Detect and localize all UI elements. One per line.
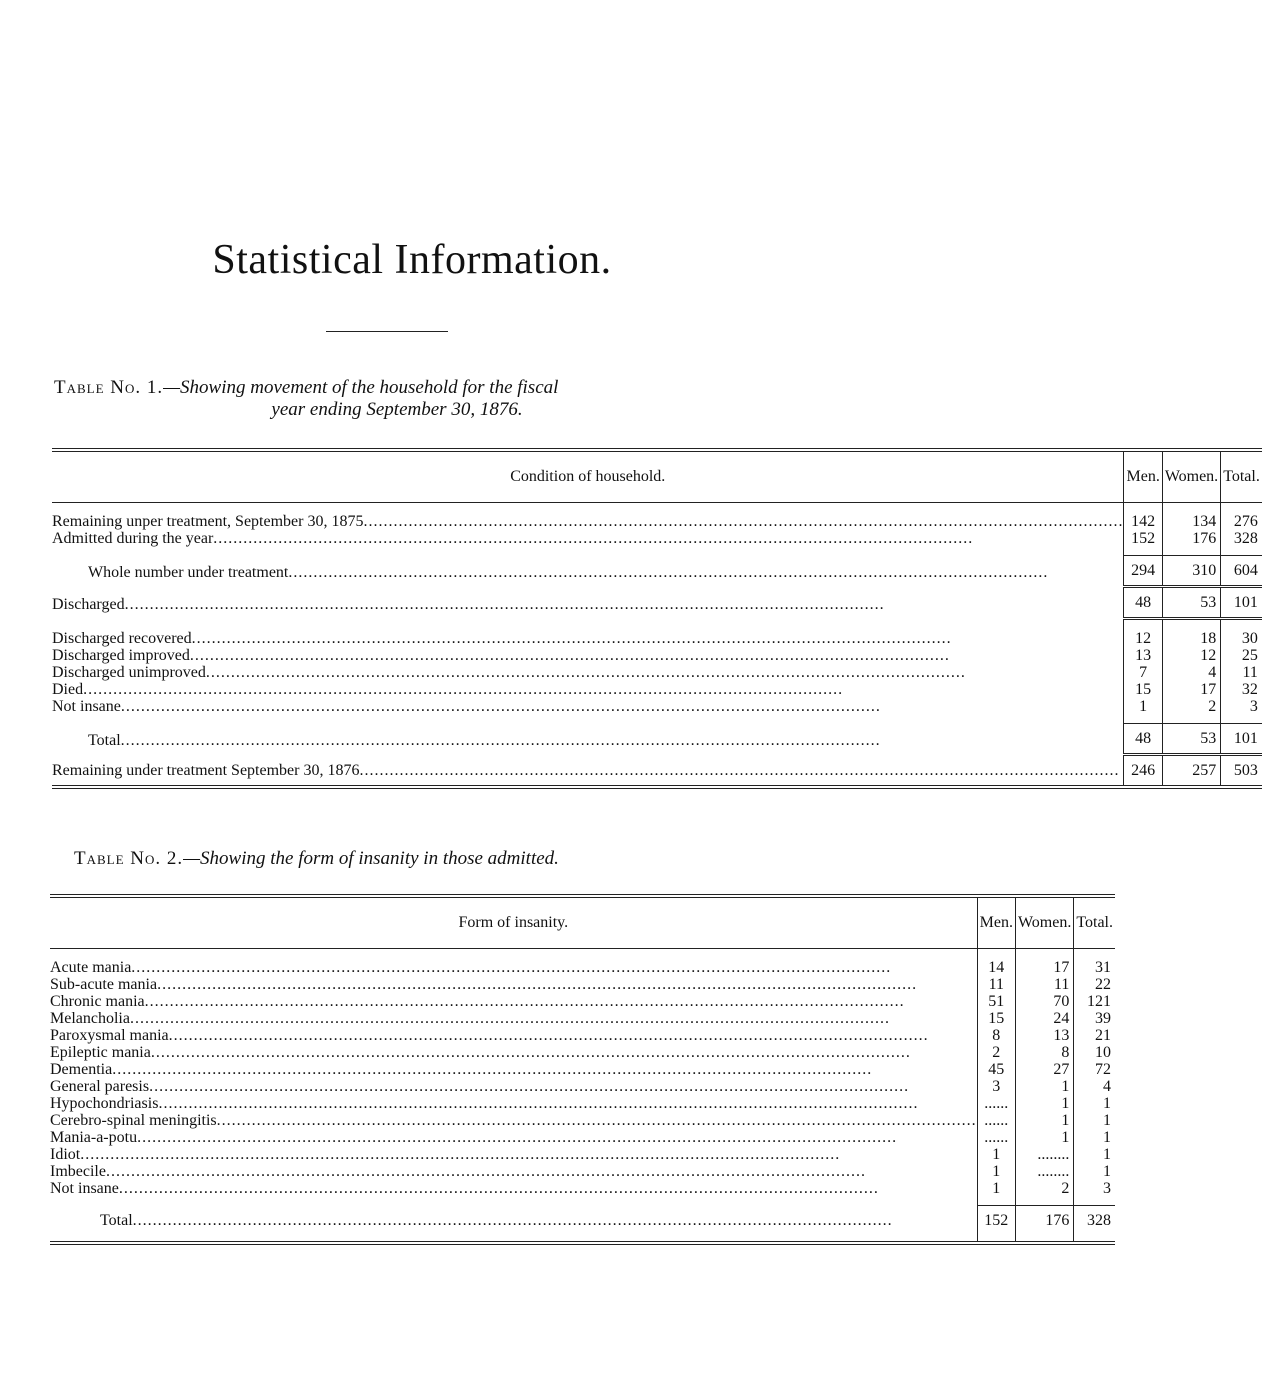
row-label: Discharged improved ..... xyxy=(52,647,1123,664)
table2-header-row xyxy=(50,896,1115,949)
women-cell: 24 xyxy=(1015,1010,1073,1027)
table-row xyxy=(52,755,1262,788)
row-label: Not insane ..... xyxy=(50,1180,977,1197)
total-cell: 3 xyxy=(1074,1180,1115,1197)
table-row xyxy=(52,587,1262,619)
table-row xyxy=(50,1044,1115,1061)
men-cell: 13 xyxy=(1124,647,1162,664)
men-cell: 11 xyxy=(977,976,1015,993)
table2-header-total: Total. xyxy=(1074,896,1115,949)
row-label: Discharged unimproved ..... xyxy=(52,664,1123,681)
table1-header-condition: Condition of household. xyxy=(52,450,1124,503)
table1-caption-text2: year ending September 30, 1876. xyxy=(271,399,523,420)
men-cell: 1 xyxy=(977,1146,1015,1163)
women-cell: 2 xyxy=(1015,1180,1073,1197)
women-cell: 53 xyxy=(1162,587,1220,619)
women-cell: 310 xyxy=(1162,556,1220,587)
women-cell: 176 xyxy=(1015,1206,1073,1244)
women-cell: ........ xyxy=(1015,1163,1073,1180)
row-label: Sub-acute mania ..... xyxy=(50,976,977,993)
table2-header-form: Form of insanity. xyxy=(50,896,977,949)
table-row xyxy=(50,1146,1115,1163)
total-cell: 1 xyxy=(1074,1146,1115,1163)
men-cell: 7 xyxy=(1124,664,1162,681)
women-cell: ........ xyxy=(1015,1146,1073,1163)
row-label: Idiot ..... xyxy=(50,1146,977,1163)
table-row xyxy=(52,530,1262,547)
women-cell: 2 xyxy=(1162,698,1220,715)
table-row xyxy=(50,1027,1115,1044)
row-label: General paresis ..... xyxy=(50,1078,977,1095)
row-label: Total ..... xyxy=(52,732,1123,749)
women-cell: 13 xyxy=(1015,1027,1073,1044)
table-row xyxy=(50,1078,1115,1095)
table-row xyxy=(50,976,1115,993)
total-cell: 1 xyxy=(1074,1163,1115,1180)
men-cell: 45 xyxy=(977,1061,1015,1078)
men-cell: 12 xyxy=(1124,619,1162,648)
table-row xyxy=(50,993,1115,1010)
women-cell: 134 xyxy=(1162,503,1220,531)
total-cell: 1 xyxy=(1074,1129,1115,1146)
row-label: Died ..... xyxy=(52,681,1123,698)
men-cell: 51 xyxy=(977,993,1015,1010)
men-cell: 15 xyxy=(1124,681,1162,698)
men-cell: 246 xyxy=(1124,755,1162,788)
women-cell: 11 xyxy=(1015,976,1073,993)
men-cell: 294 xyxy=(1124,556,1162,587)
table1-caption-line1 xyxy=(52,377,722,399)
household-table xyxy=(52,448,1262,789)
table-row xyxy=(50,1206,1115,1244)
row-label: Chronic mania ..... xyxy=(50,993,977,1010)
row-label: Mania-a-potu ..... xyxy=(50,1129,977,1146)
table-row xyxy=(52,698,1262,715)
women-cell: 53 xyxy=(1162,724,1220,755)
table2-label: Table No. 2. xyxy=(74,848,184,869)
men-cell: 48 xyxy=(1124,587,1162,619)
total-cell: 1 xyxy=(1074,1112,1115,1129)
table-row xyxy=(50,1061,1115,1078)
table2-caption-text: —Showing the form of insanity in those admitted. xyxy=(183,848,559,869)
total-cell: 101 xyxy=(1221,724,1262,755)
men-cell: 142 xyxy=(1124,503,1162,531)
table-row xyxy=(52,724,1262,755)
table2-caption xyxy=(74,848,714,870)
row-label: Discharged recovered ..... xyxy=(52,630,1123,647)
men-cell: 2 xyxy=(977,1044,1015,1061)
men-cell: 1 xyxy=(977,1180,1015,1197)
row-label: Hypochondriasis ..... xyxy=(50,1095,977,1112)
row-label: Remaining under treatment September 30, 1876 ..... xyxy=(52,762,1123,779)
total-cell: 1 xyxy=(1074,1095,1115,1112)
table-row xyxy=(50,949,1115,977)
men-cell: ...... xyxy=(977,1112,1015,1129)
table-row xyxy=(52,619,1262,648)
table-row xyxy=(52,556,1262,587)
total-cell: 328 xyxy=(1221,530,1262,547)
total-cell: 25 xyxy=(1221,647,1262,664)
total-cell: 32 xyxy=(1221,681,1262,698)
row-label: Remaining unper treatment, September 30, 1875 ..... xyxy=(52,513,1123,530)
table1-header-women: Women. xyxy=(1162,450,1220,503)
total-cell: 3 xyxy=(1221,698,1262,715)
total-cell: 503 xyxy=(1221,755,1262,788)
table-row xyxy=(50,1129,1115,1146)
total-cell: 22 xyxy=(1074,976,1115,993)
total-cell: 121 xyxy=(1074,993,1115,1010)
men-cell: 152 xyxy=(1124,530,1162,547)
row-label: Not insane ..... xyxy=(52,698,1123,715)
row-label: Imbecile ..... xyxy=(50,1163,977,1180)
men-cell: 1 xyxy=(977,1163,1015,1180)
men-cell: 152 xyxy=(977,1206,1015,1244)
table1-header-total: Total. xyxy=(1221,450,1262,503)
women-cell: 176 xyxy=(1162,530,1220,547)
row-label: Melancholia ..... xyxy=(50,1010,977,1027)
total-cell: 39 xyxy=(1074,1010,1115,1027)
men-cell: 14 xyxy=(977,949,1015,977)
row-label: Cerebro-spinal meningitis ..... xyxy=(50,1112,977,1129)
women-cell: 18 xyxy=(1162,619,1220,648)
women-cell: 27 xyxy=(1015,1061,1073,1078)
title-rule xyxy=(326,331,448,332)
women-cell: 257 xyxy=(1162,755,1220,788)
women-cell: 1 xyxy=(1015,1078,1073,1095)
table1-header-men: Men. xyxy=(1124,450,1162,503)
table1-caption-text1: —Showing movement of the household for the fiscal xyxy=(163,377,559,398)
row-label: Paroxysmal mania ..... xyxy=(50,1027,977,1044)
table1-header-row xyxy=(52,450,1262,503)
total-cell: 101 xyxy=(1221,587,1262,619)
total-cell: 11 xyxy=(1221,664,1262,681)
women-cell: 1 xyxy=(1015,1129,1073,1146)
table2-header-women: Women. xyxy=(1015,896,1073,949)
men-cell: ...... xyxy=(977,1095,1015,1112)
row-label: Dementia ..... xyxy=(50,1061,977,1078)
women-cell: 17 xyxy=(1015,949,1073,977)
women-cell: 1 xyxy=(1015,1112,1073,1129)
table-row xyxy=(50,1095,1115,1112)
table1-label: Table No. 1. xyxy=(54,377,164,398)
men-cell: 8 xyxy=(977,1027,1015,1044)
insanity-table xyxy=(50,894,1115,1245)
table-row xyxy=(52,681,1262,698)
row-label: Total ..... xyxy=(50,1212,977,1229)
men-cell: 15 xyxy=(977,1010,1015,1027)
row-label: Whole number under treatment ..... xyxy=(52,564,1123,581)
total-cell: 10 xyxy=(1074,1044,1115,1061)
total-cell: 604 xyxy=(1221,556,1262,587)
total-cell: 4 xyxy=(1074,1078,1115,1095)
table-row xyxy=(50,1112,1115,1129)
total-cell: 72 xyxy=(1074,1061,1115,1078)
table-row xyxy=(52,647,1262,664)
women-cell: 4 xyxy=(1162,664,1220,681)
row-label: Discharged ..... xyxy=(52,596,1123,613)
table-row xyxy=(50,1163,1115,1180)
total-cell: 31 xyxy=(1074,949,1115,977)
women-cell: 70 xyxy=(1015,993,1073,1010)
men-cell: ...... xyxy=(977,1129,1015,1146)
men-cell: 48 xyxy=(1124,724,1162,755)
table-row xyxy=(50,1180,1115,1197)
total-cell: 21 xyxy=(1074,1027,1115,1044)
total-cell: 276 xyxy=(1221,503,1262,531)
women-cell: 17 xyxy=(1162,681,1220,698)
women-cell: 8 xyxy=(1015,1044,1073,1061)
men-cell: 1 xyxy=(1124,698,1162,715)
page-title: Statistical Information. xyxy=(212,237,612,283)
total-cell: 30 xyxy=(1221,619,1262,648)
women-cell: 1 xyxy=(1015,1095,1073,1112)
men-cell: 3 xyxy=(977,1078,1015,1095)
table-row xyxy=(52,664,1262,681)
table1-caption xyxy=(52,377,722,421)
row-label: Acute mania ..... xyxy=(50,959,977,976)
row-label: Admitted during the year ..... xyxy=(52,530,1123,547)
women-cell: 12 xyxy=(1162,647,1220,664)
table2-header-men: Men. xyxy=(977,896,1015,949)
table-row xyxy=(52,503,1262,531)
table-row xyxy=(50,1010,1115,1027)
total-cell: 328 xyxy=(1074,1206,1115,1244)
row-label: Epileptic mania ..... xyxy=(50,1044,977,1061)
